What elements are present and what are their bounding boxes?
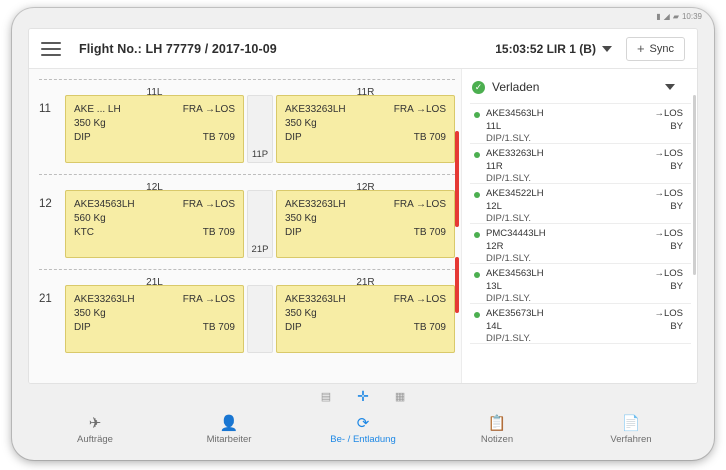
uld-details	[66, 191, 243, 240]
hamburger-icon[interactable]	[41, 42, 61, 56]
center-position-empty[interactable]	[244, 277, 276, 361]
uld-position-title: 21R	[356, 277, 375, 288]
uld-route: FRA →LOS	[393, 199, 446, 210]
alert-bar-upper	[455, 131, 459, 227]
deck-row-number: 12	[39, 198, 52, 210]
uld-id: AKE33263LH	[285, 294, 346, 305]
status-dot-icon	[474, 152, 480, 158]
uld-position-title: 12L	[146, 182, 163, 193]
list-item-uld: AKE34563LH	[486, 268, 544, 279]
nav-item-label: Be- / Entladung	[330, 433, 396, 445]
nav-item-verfahren[interactable]	[564, 416, 698, 445]
list-item-uld: AKE34522LH	[486, 188, 544, 199]
status-dot-icon	[474, 232, 480, 238]
uld-weight: 350 Kg	[74, 308, 106, 319]
person-icon: 👤	[219, 414, 239, 432]
app-toolbar	[29, 29, 697, 69]
status-dot-icon	[474, 112, 480, 118]
wifi-icon: ◢	[663, 12, 670, 21]
uld-position-11R[interactable]	[276, 87, 455, 163]
nav-item-label: Aufträge	[77, 433, 113, 445]
uld-position-21R[interactable]	[276, 277, 455, 353]
nav-item-notizen[interactable]	[430, 416, 564, 445]
signal-icon: ▮	[656, 12, 661, 21]
uld-details	[66, 286, 243, 335]
tablet-frame	[12, 8, 714, 460]
list-item-position: 12L	[486, 200, 502, 212]
uld-code: DIP	[285, 322, 302, 333]
list-item-state: BY	[670, 320, 683, 332]
uld-flight: TB 709	[202, 227, 235, 238]
list-item-position: 12R	[486, 240, 504, 252]
uld-position-title: 21L	[146, 277, 163, 288]
list-item-detail: DIP/1.SLY.	[486, 253, 532, 264]
list-item[interactable]	[470, 144, 691, 184]
loaded-list[interactable]	[470, 103, 691, 344]
uld-weight: 350 Kg	[285, 118, 317, 129]
list-item[interactable]	[470, 224, 691, 264]
uld-route: FRA →LOS	[182, 294, 235, 305]
flight-selector[interactable]	[495, 42, 612, 56]
deck-row-number: 11	[39, 103, 51, 115]
view-controls-toolbar	[28, 384, 698, 408]
list-item-dest: →LOS	[654, 228, 683, 239]
sync-icon: ⟳	[356, 414, 370, 432]
nav-item-be-entladung[interactable]	[296, 416, 430, 445]
list-item[interactable]	[470, 184, 691, 224]
sync-button[interactable]	[626, 37, 685, 61]
loaded-status-label: Verladen	[492, 80, 540, 94]
uld-flight: TB 709	[413, 322, 446, 333]
uld-code: DIP	[74, 132, 91, 143]
grid-icon[interactable]: ▦	[394, 390, 406, 403]
uld-position-title: 12R	[356, 182, 375, 193]
center-position-21P[interactable]	[244, 182, 276, 266]
uld-position-11L[interactable]	[65, 87, 244, 163]
status-bar	[12, 8, 714, 26]
center-position-box	[247, 95, 273, 163]
uld-details	[277, 96, 454, 145]
battery-icon: ▰	[672, 12, 679, 21]
list-item-dest: →LOS	[654, 308, 683, 319]
list-item-state: BY	[670, 240, 683, 252]
alert-bar-lower	[455, 257, 459, 313]
list-item-state: BY	[670, 120, 683, 132]
list-item-detail: DIP/1.SLY.	[486, 213, 532, 224]
list-item-detail: DIP/1.SLY.	[486, 173, 532, 184]
bottom-navigation	[28, 408, 698, 452]
list-item-uld: AKE35673LH	[486, 308, 544, 319]
list-item-dest: →LOS	[654, 108, 683, 119]
nav-item-label: Mitarbeiter	[206, 433, 252, 445]
vertical-scrollbar[interactable]	[693, 95, 696, 275]
uld-weight: 350 Kg	[74, 118, 106, 129]
uld-flight: TB 709	[413, 227, 446, 238]
uld-flight: TB 709	[202, 322, 235, 333]
plus-icon[interactable]: ✛	[357, 387, 369, 404]
list-item[interactable]	[470, 104, 691, 144]
deck-row-number: 21	[39, 293, 52, 305]
uld-position-12L[interactable]	[65, 182, 244, 258]
sync-button-label: Sync	[649, 42, 674, 55]
uld-code: DIP	[285, 227, 302, 238]
airplane-icon: ✈	[88, 414, 102, 432]
deck-divider	[39, 79, 455, 84]
uld-id: AKE33263LH	[74, 294, 135, 305]
uld-id: AKE ... LH	[74, 104, 121, 115]
deck-row[interactable]	[39, 182, 455, 266]
page-title: Flight No.: LH 77779 / 2017-10-09	[79, 41, 277, 56]
list-item-dest: →LOS	[654, 148, 683, 159]
nav-item-auftraege[interactable]	[28, 416, 162, 445]
list-icon[interactable]: ▤	[320, 390, 332, 403]
deck-divider	[39, 269, 455, 274]
uld-route: FRA →LOS	[393, 104, 446, 115]
center-position-box	[247, 285, 273, 353]
uld-id: AKE34563LH	[74, 199, 135, 210]
list-item-position: 11L	[486, 120, 502, 132]
list-item-state: BY	[670, 160, 683, 172]
uld-id: AKE33263LH	[285, 104, 346, 115]
uld-weight: 350 Kg	[285, 213, 317, 224]
loaded-status-header[interactable]	[470, 75, 691, 99]
list-item-uld: AKE33263LH	[486, 148, 544, 159]
list-item-state: BY	[670, 280, 683, 292]
uld-route: FRA →LOS	[182, 199, 235, 210]
deck-divider	[39, 174, 455, 179]
app-window	[28, 28, 698, 384]
clipboard-icon: 📋	[487, 414, 507, 432]
nav-item-label: Verfahren	[610, 433, 652, 445]
loaded-list-pane[interactable]	[461, 69, 697, 384]
status-dot-icon	[474, 312, 480, 318]
list-item-position: 14L	[486, 320, 502, 332]
deck-row[interactable]	[39, 87, 455, 171]
uld-code: KTC	[74, 227, 94, 238]
list-item-dest: →LOS	[654, 268, 683, 279]
uld-code: DIP	[74, 322, 91, 333]
nav-item-mitarbeiter[interactable]	[162, 416, 296, 445]
list-item-dest: →LOS	[654, 188, 683, 199]
list-item-uld: AKE34563LH	[486, 108, 544, 119]
check-circle-icon: ✓	[472, 81, 485, 94]
uld-position-title: 11R	[356, 87, 375, 98]
uld-id: AKE33263LH	[285, 199, 346, 210]
flight-meta-label: 15:03:52 LIR 1 (B)	[495, 41, 596, 56]
app-body	[29, 69, 697, 384]
status-dot-icon	[474, 192, 480, 198]
list-item[interactable]	[470, 264, 691, 304]
deck-layout-pane[interactable]	[29, 69, 461, 384]
list-item-position: 13L	[486, 280, 502, 292]
center-position-box	[247, 190, 273, 258]
uld-details	[277, 191, 454, 240]
center-position-label: 21P	[251, 244, 269, 255]
nav-item-label: Notizen	[480, 433, 514, 445]
list-item-detail: DIP/1.SLY.	[486, 293, 532, 304]
uld-route: FRA →LOS	[182, 104, 235, 115]
list-item-detail: DIP/1.SLY.	[486, 333, 532, 344]
uld-details	[66, 96, 243, 145]
status-bar-time: 10:39	[681, 12, 702, 21]
list-item-detail: DIP/1.SLY.	[486, 133, 532, 144]
uld-route: FRA →LOS	[393, 294, 446, 305]
uld-details	[277, 286, 454, 335]
center-position-11P[interactable]	[244, 87, 276, 171]
list-item-state: BY	[670, 200, 683, 212]
uld-flight: TB 709	[202, 132, 235, 143]
document-icon: 📄	[621, 414, 641, 432]
uld-position-21L[interactable]	[65, 277, 244, 353]
list-item[interactable]	[470, 304, 691, 344]
uld-position-title: 11L	[146, 87, 163, 98]
uld-weight: 560 Kg	[74, 213, 106, 224]
list-item-position: 11R	[486, 160, 503, 172]
plus-icon: +	[636, 41, 645, 56]
uld-code: DIP	[285, 132, 302, 143]
deck-row[interactable]	[39, 277, 455, 361]
chevron-down-icon	[602, 46, 612, 52]
center-position-label: 11P	[251, 149, 269, 160]
uld-position-12R[interactable]	[276, 182, 455, 258]
status-dot-icon	[474, 272, 480, 278]
list-item-uld: PMC34443LH	[486, 228, 546, 239]
uld-flight: TB 709	[413, 132, 446, 143]
chevron-down-icon[interactable]	[665, 84, 675, 90]
uld-weight: 350 Kg	[285, 308, 317, 319]
